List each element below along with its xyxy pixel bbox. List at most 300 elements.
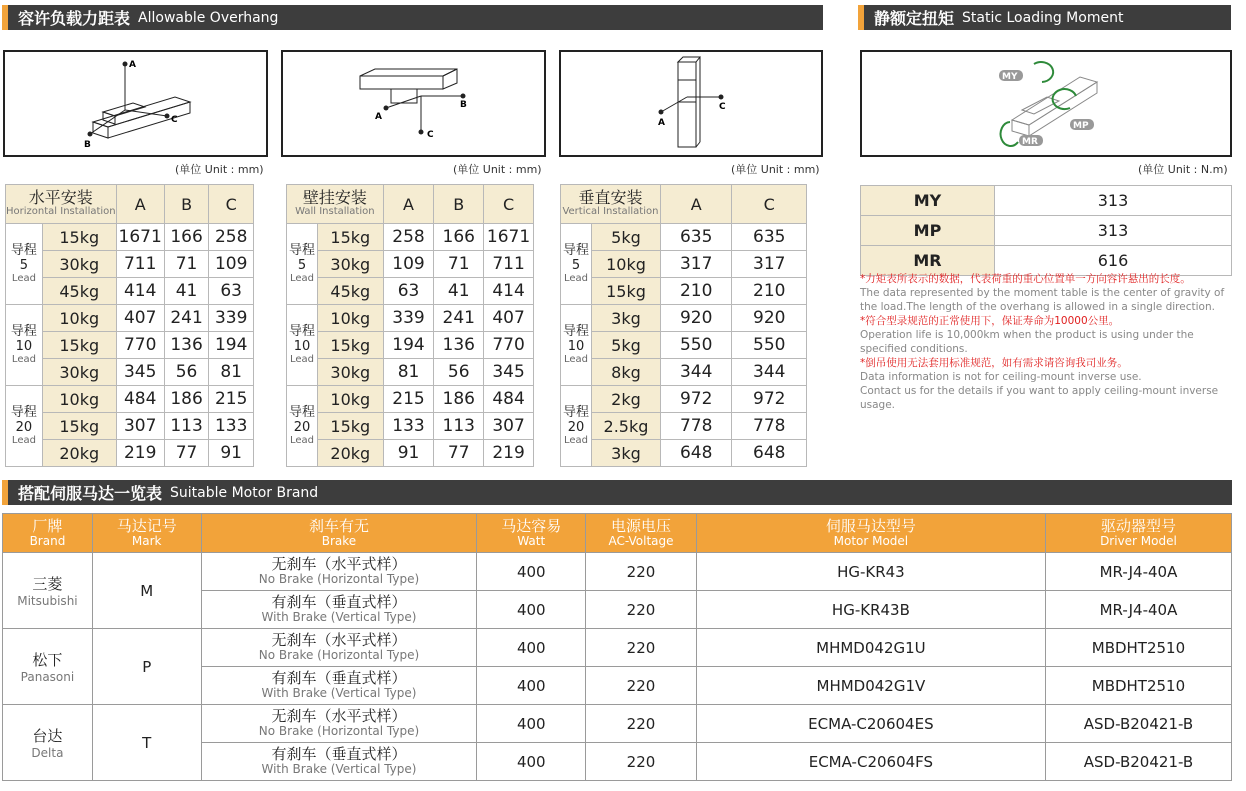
moment-table xyxy=(860,185,1232,276)
table-row xyxy=(561,278,807,305)
label-a: A xyxy=(658,118,665,128)
value-cell: 81 xyxy=(209,359,254,386)
value-cell: 339 xyxy=(383,305,434,332)
value-cell: 91 xyxy=(383,440,434,467)
column-header: B xyxy=(434,185,484,224)
note-3-en: Data information is not for ceiling-mount inverse use. xyxy=(860,371,1142,383)
lead-cell xyxy=(561,224,592,305)
column-header-cn: 电源电压 xyxy=(610,517,671,536)
motor-title-cn: 搭配伺服马达一览表 xyxy=(18,484,163,503)
lead-label-en: Lead xyxy=(11,353,36,365)
lead-label-cn: 导程 xyxy=(562,405,589,421)
brake-en: With Brake (Vertical Type) xyxy=(261,762,417,777)
value-cell: 113 xyxy=(164,413,209,440)
brand-en: Panasoni xyxy=(20,670,75,684)
brake-cell xyxy=(201,705,477,743)
value-cell: 920 xyxy=(732,305,807,332)
lead-label-en: Lead xyxy=(563,434,588,446)
label-a: A xyxy=(375,112,382,122)
lead-cell xyxy=(561,386,592,467)
notes-block xyxy=(860,272,1242,412)
brake-en: No Brake (Horizontal Type) xyxy=(258,572,420,587)
column-header: C xyxy=(484,185,534,224)
driver-model-cell: ASD-B20421-B xyxy=(1045,743,1231,781)
horizontal-diagram xyxy=(3,50,268,157)
table-row xyxy=(6,278,254,305)
note-2-cn: *符合型录规范的正常使用下，保证寿命为10000公里。 xyxy=(860,315,1120,327)
column-header xyxy=(3,514,93,553)
lead-label-cn: 导程 xyxy=(10,405,37,421)
value-cell: 133 xyxy=(383,413,434,440)
mark-cell: P xyxy=(92,629,201,705)
driver-model-cell: MR-J4-40A xyxy=(1045,553,1231,591)
motor-title-en: Suitable Motor Brand xyxy=(170,484,319,501)
load-cell: 30kg xyxy=(42,251,116,278)
brake-cell xyxy=(201,667,477,705)
table-row xyxy=(287,278,534,305)
value-cell: 41 xyxy=(434,278,484,305)
table-row xyxy=(287,251,534,278)
column-header-en: Driver Model xyxy=(1100,533,1177,548)
note-1-en: The data represented by the moment table is the center of gravity of the load.The length of the overhang is allowed in a single direction. xyxy=(860,287,1225,313)
column-header xyxy=(1045,514,1231,553)
value-cell: 63 xyxy=(209,278,254,305)
label-c: C xyxy=(427,130,434,140)
load-cell: 3kg xyxy=(591,305,660,332)
load-cell: 5kg xyxy=(591,224,660,251)
table-row xyxy=(6,224,254,251)
unit-wall: (单位 Unit : mm) xyxy=(453,163,542,176)
driver-model-cell: MBDHT2510 xyxy=(1045,629,1231,667)
load-cell: 2kg xyxy=(591,386,660,413)
moment-rail-drawing xyxy=(862,52,1230,155)
table-row xyxy=(561,413,807,440)
value-cell: 194 xyxy=(209,332,254,359)
brand-cn: 松下 xyxy=(32,651,63,669)
value-cell: 241 xyxy=(434,305,484,332)
table-row xyxy=(287,386,534,413)
lead-value: 5 xyxy=(571,257,581,273)
overhang-title-en: Allowable Overhang xyxy=(138,9,279,26)
load-cell: 45kg xyxy=(42,278,116,305)
install-type-en: Vertical Installation xyxy=(562,206,659,218)
install-type-cn: 垂直安装 xyxy=(578,188,643,208)
label-mp: MP xyxy=(1073,121,1089,131)
lead-value: 20 xyxy=(293,419,311,435)
value-cell: 133 xyxy=(209,413,254,440)
value-cell: 71 xyxy=(164,251,209,278)
table-row xyxy=(287,332,534,359)
value-cell: 317 xyxy=(660,251,732,278)
value-cell: 186 xyxy=(164,386,209,413)
lead-label-cn: 导程 xyxy=(288,405,315,421)
note-2-en: Operation life is 10,000km when the product is using under the specified conditions. xyxy=(860,329,1194,355)
moment-key: MP xyxy=(861,216,995,246)
value-cell: 339 xyxy=(209,305,254,332)
value-cell: 635 xyxy=(732,224,807,251)
value-cell: 241 xyxy=(164,305,209,332)
load-cell: 15kg xyxy=(42,413,116,440)
lead-label-en: Lead xyxy=(289,272,314,284)
driver-model-cell: MBDHT2510 xyxy=(1045,667,1231,705)
value-cell: 186 xyxy=(434,386,484,413)
table-row xyxy=(287,413,534,440)
value-cell: 56 xyxy=(434,359,484,386)
load-cell: 10kg xyxy=(591,251,660,278)
lead-value: 20 xyxy=(567,419,585,435)
overhang-header xyxy=(2,5,823,30)
column-header: A xyxy=(116,185,164,224)
lead-label-cn: 导程 xyxy=(562,243,589,259)
driver-model-cell: MR-J4-40A xyxy=(1045,591,1231,629)
moment-value: 313 xyxy=(995,186,1232,216)
load-cell: 5kg xyxy=(591,332,660,359)
value-cell: 166 xyxy=(164,224,209,251)
column-header-en: Brake xyxy=(321,533,357,548)
table-row xyxy=(561,305,807,332)
brand-cn: 台达 xyxy=(32,727,63,745)
column-header-en: Mark xyxy=(131,533,162,548)
value-cell: 210 xyxy=(732,278,807,305)
motor-model-cell: HG-KR43B xyxy=(696,591,1045,629)
lead-value: 10 xyxy=(567,338,585,354)
brand-en: Mitsubishi xyxy=(17,594,78,608)
value-cell: 81 xyxy=(383,359,434,386)
brake-cn: 有刹车（垂直式样） xyxy=(271,593,407,612)
table-row xyxy=(287,224,534,251)
brake-cn: 有刹车（垂直式样） xyxy=(271,745,407,764)
column-header-cn: 伺服马达型号 xyxy=(825,517,916,536)
watt-cell: 400 xyxy=(477,667,586,705)
value-cell: 550 xyxy=(660,332,732,359)
value-cell: 778 xyxy=(732,413,807,440)
value-cell: 77 xyxy=(434,440,484,467)
table-row xyxy=(561,224,807,251)
load-cell: 2.5kg xyxy=(591,413,660,440)
header-accent xyxy=(2,480,8,505)
value-cell: 770 xyxy=(484,332,534,359)
motor-model-cell: HG-KR43 xyxy=(696,553,1045,591)
watt-cell: 400 xyxy=(477,705,586,743)
load-cell: 10kg xyxy=(42,386,116,413)
value-cell: 219 xyxy=(484,440,534,467)
unit-moment: (单位 Unit : N.m) xyxy=(1138,163,1228,176)
vertical-diagram xyxy=(559,50,823,157)
value-cell: 219 xyxy=(116,440,164,467)
value-cell: 711 xyxy=(484,251,534,278)
lead-label-cn: 导程 xyxy=(10,324,37,340)
column-header: A xyxy=(660,185,732,224)
watt-cell: 400 xyxy=(477,553,586,591)
label-b: B xyxy=(84,140,91,150)
lead-label-cn: 导程 xyxy=(288,243,315,259)
load-cell: 45kg xyxy=(317,278,383,305)
header-accent xyxy=(858,5,864,30)
value-cell: 307 xyxy=(116,413,164,440)
brand-cell xyxy=(3,705,93,781)
load-cell: 15kg xyxy=(317,413,383,440)
column-header-cn: 马达容易 xyxy=(501,517,562,536)
value-cell: 484 xyxy=(116,386,164,413)
moment-row xyxy=(861,246,1232,276)
lead-cell xyxy=(6,386,43,467)
moment-value: 616 xyxy=(995,246,1232,276)
value-cell: 63 xyxy=(383,278,434,305)
value-cell: 648 xyxy=(732,440,807,467)
table-row xyxy=(287,305,534,332)
table-row xyxy=(561,440,807,467)
horizontal-overhang-table xyxy=(5,184,254,467)
load-cell: 10kg xyxy=(317,386,383,413)
value-cell: 414 xyxy=(116,278,164,305)
moment-row xyxy=(861,186,1232,216)
brand-cn: 三菱 xyxy=(32,575,63,593)
value-cell: 920 xyxy=(660,305,732,332)
table-row xyxy=(287,440,534,467)
install-type-cell xyxy=(561,185,661,224)
moment-row xyxy=(861,216,1232,246)
brand-cell xyxy=(3,629,93,705)
column-header: C xyxy=(732,185,807,224)
column-header xyxy=(696,514,1045,553)
lead-label-en: Lead xyxy=(563,272,588,284)
table-row xyxy=(6,251,254,278)
value-cell: 1671 xyxy=(484,224,534,251)
lead-cell xyxy=(287,386,318,467)
table-header-row xyxy=(6,185,254,224)
lead-label-en: Lead xyxy=(289,353,314,365)
moment-diagram xyxy=(860,50,1232,157)
brand-cell xyxy=(3,553,93,629)
unit-vertical: (单位 Unit : mm) xyxy=(731,163,820,176)
motor-table xyxy=(2,513,1232,781)
vertical-rail-drawing xyxy=(561,52,821,155)
moment-title-en: Static Loading Moment xyxy=(962,9,1124,26)
value-cell: 635 xyxy=(660,224,732,251)
value-cell: 414 xyxy=(484,278,534,305)
value-cell: 345 xyxy=(116,359,164,386)
load-cell: 30kg xyxy=(42,359,116,386)
wall-diagram xyxy=(281,50,546,157)
table-row xyxy=(6,386,254,413)
label-b: B xyxy=(460,100,467,110)
lead-cell xyxy=(6,224,43,305)
voltage-cell: 220 xyxy=(586,553,697,591)
label-my: MY xyxy=(1002,72,1018,82)
value-cell: 166 xyxy=(434,224,484,251)
brake-en: No Brake (Horizontal Type) xyxy=(258,648,420,663)
watt-cell: 400 xyxy=(477,629,586,667)
load-cell: 20kg xyxy=(317,440,383,467)
value-cell: 56 xyxy=(164,359,209,386)
table-row xyxy=(3,553,1232,591)
motor-model-cell: ECMA-C20604ES xyxy=(696,705,1045,743)
load-cell: 15kg xyxy=(591,278,660,305)
brake-cn: 无刹车（水平式样） xyxy=(271,555,407,574)
value-cell: 317 xyxy=(732,251,807,278)
brake-cell xyxy=(201,591,477,629)
install-type-en: Horizontal Installation xyxy=(6,206,116,218)
table-header-row xyxy=(561,185,807,224)
lead-label-en: Lead xyxy=(11,434,36,446)
install-type-cell xyxy=(287,185,384,224)
lead-label-en: Lead xyxy=(289,434,314,446)
column-header-en: Motor Model xyxy=(833,533,909,548)
column-header-en: Brand xyxy=(29,533,66,548)
install-type-cn: 水平安装 xyxy=(28,188,93,208)
wall-rail-drawing xyxy=(283,52,544,155)
value-cell: 778 xyxy=(660,413,732,440)
value-cell: 972 xyxy=(732,386,807,413)
column-header xyxy=(586,514,697,553)
wall-overhang-table xyxy=(286,184,534,467)
brake-en: With Brake (Vertical Type) xyxy=(261,686,417,701)
column-header: A xyxy=(383,185,434,224)
lead-label-en: Lead xyxy=(11,272,36,284)
watt-cell: 400 xyxy=(477,743,586,781)
table-row xyxy=(6,413,254,440)
value-cell: 136 xyxy=(164,332,209,359)
value-cell: 215 xyxy=(209,386,254,413)
voltage-cell: 220 xyxy=(586,743,697,781)
load-cell: 30kg xyxy=(317,359,383,386)
lead-value: 5 xyxy=(297,257,307,273)
watt-cell: 400 xyxy=(477,591,586,629)
table-row xyxy=(561,332,807,359)
value-cell: 109 xyxy=(209,251,254,278)
table-row xyxy=(287,359,534,386)
install-type-en: Wall Installation xyxy=(295,206,375,218)
lead-value: 10 xyxy=(293,338,311,354)
brake-cn: 有刹车（垂直式样） xyxy=(271,669,407,688)
lead-cell xyxy=(287,224,318,305)
install-type-cell xyxy=(6,185,117,224)
value-cell: 648 xyxy=(660,440,732,467)
horizontal-rail-drawing xyxy=(5,52,266,155)
brand-en: Delta xyxy=(31,746,64,760)
voltage-cell: 220 xyxy=(586,591,697,629)
column-header: B xyxy=(164,185,209,224)
lead-cell xyxy=(561,305,592,386)
value-cell: 407 xyxy=(484,305,534,332)
motor-model-cell: MHMD042G1V xyxy=(696,667,1045,705)
motor-header-row xyxy=(3,514,1232,553)
table-row xyxy=(3,629,1232,667)
load-cell: 8kg xyxy=(591,359,660,386)
column-header-en: AC-Voltage xyxy=(608,533,674,548)
column-header xyxy=(201,514,477,553)
vertical-overhang-table xyxy=(560,184,807,467)
brake-en: No Brake (Horizontal Type) xyxy=(258,724,420,739)
header-accent xyxy=(2,5,8,30)
load-cell: 10kg xyxy=(42,305,116,332)
value-cell: 258 xyxy=(383,224,434,251)
column-header-en: Watt xyxy=(517,533,546,548)
moment-title-cn: 静额定扭矩 xyxy=(874,9,955,28)
value-cell: 550 xyxy=(732,332,807,359)
label-c: C xyxy=(171,115,178,125)
motor-header xyxy=(2,480,1232,505)
value-cell: 194 xyxy=(383,332,434,359)
lead-value: 20 xyxy=(15,419,33,435)
lead-label-cn: 导程 xyxy=(10,243,37,259)
motor-model-cell: ECMA-C20604FS xyxy=(696,743,1045,781)
table-row xyxy=(6,305,254,332)
column-header xyxy=(477,514,586,553)
value-cell: 344 xyxy=(732,359,807,386)
column-header xyxy=(92,514,201,553)
brake-cell xyxy=(201,743,477,781)
column-header-cn: 驱动器型号 xyxy=(1100,517,1176,536)
value-cell: 1671 xyxy=(116,224,164,251)
value-cell: 344 xyxy=(660,359,732,386)
load-cell: 15kg xyxy=(42,224,116,251)
load-cell: 10kg xyxy=(317,305,383,332)
table-row xyxy=(561,359,807,386)
load-cell: 15kg xyxy=(317,224,383,251)
lead-label-cn: 导程 xyxy=(562,324,589,340)
value-cell: 71 xyxy=(434,251,484,278)
value-cell: 109 xyxy=(383,251,434,278)
table-row xyxy=(6,359,254,386)
column-header-cn: 刹车有无 xyxy=(308,517,369,536)
value-cell: 215 xyxy=(383,386,434,413)
load-cell: 15kg xyxy=(317,332,383,359)
install-type-cn: 壁挂安装 xyxy=(302,188,367,208)
load-cell: 3kg xyxy=(591,440,660,467)
column-header-cn: 马达记号 xyxy=(116,517,177,536)
moment-key: MY xyxy=(861,186,995,216)
lead-value: 10 xyxy=(15,338,33,354)
value-cell: 407 xyxy=(116,305,164,332)
brake-cn: 无刹车（水平式样） xyxy=(271,707,407,726)
note-3-cn: *倒吊使用无法套用标准规范，如有需求请咨询我司业务。 xyxy=(860,357,1128,369)
brake-cell xyxy=(201,553,477,591)
table-row xyxy=(561,386,807,413)
voltage-cell: 220 xyxy=(586,705,697,743)
value-cell: 770 xyxy=(116,332,164,359)
value-cell: 711 xyxy=(116,251,164,278)
mark-cell: T xyxy=(92,705,201,781)
value-cell: 484 xyxy=(484,386,534,413)
value-cell: 113 xyxy=(434,413,484,440)
driver-model-cell: ASD-B20421-B xyxy=(1045,705,1231,743)
value-cell: 77 xyxy=(164,440,209,467)
column-header: C xyxy=(209,185,254,224)
label-a: A xyxy=(129,60,136,70)
label-mr: MR xyxy=(1022,137,1038,147)
unit-horizontal: (单位 Unit : mm) xyxy=(175,163,264,176)
lead-value: 5 xyxy=(19,257,29,273)
mark-cell: M xyxy=(92,553,201,629)
brake-cell xyxy=(201,629,477,667)
voltage-cell: 220 xyxy=(586,667,697,705)
value-cell: 91 xyxy=(209,440,254,467)
value-cell: 210 xyxy=(660,278,732,305)
overhang-title-cn: 容许负载力距表 xyxy=(18,9,131,28)
moment-key: MR xyxy=(861,246,995,276)
table-row xyxy=(561,251,807,278)
load-cell: 30kg xyxy=(317,251,383,278)
value-cell: 307 xyxy=(484,413,534,440)
table-row xyxy=(6,332,254,359)
table-row xyxy=(3,705,1232,743)
column-header-cn: 厂牌 xyxy=(32,517,63,536)
value-cell: 41 xyxy=(164,278,209,305)
note-4-en: Contact us for the details if you want to apply ceiling-mount inverse usage. xyxy=(860,385,1219,411)
value-cell: 972 xyxy=(660,386,732,413)
voltage-cell: 220 xyxy=(586,629,697,667)
